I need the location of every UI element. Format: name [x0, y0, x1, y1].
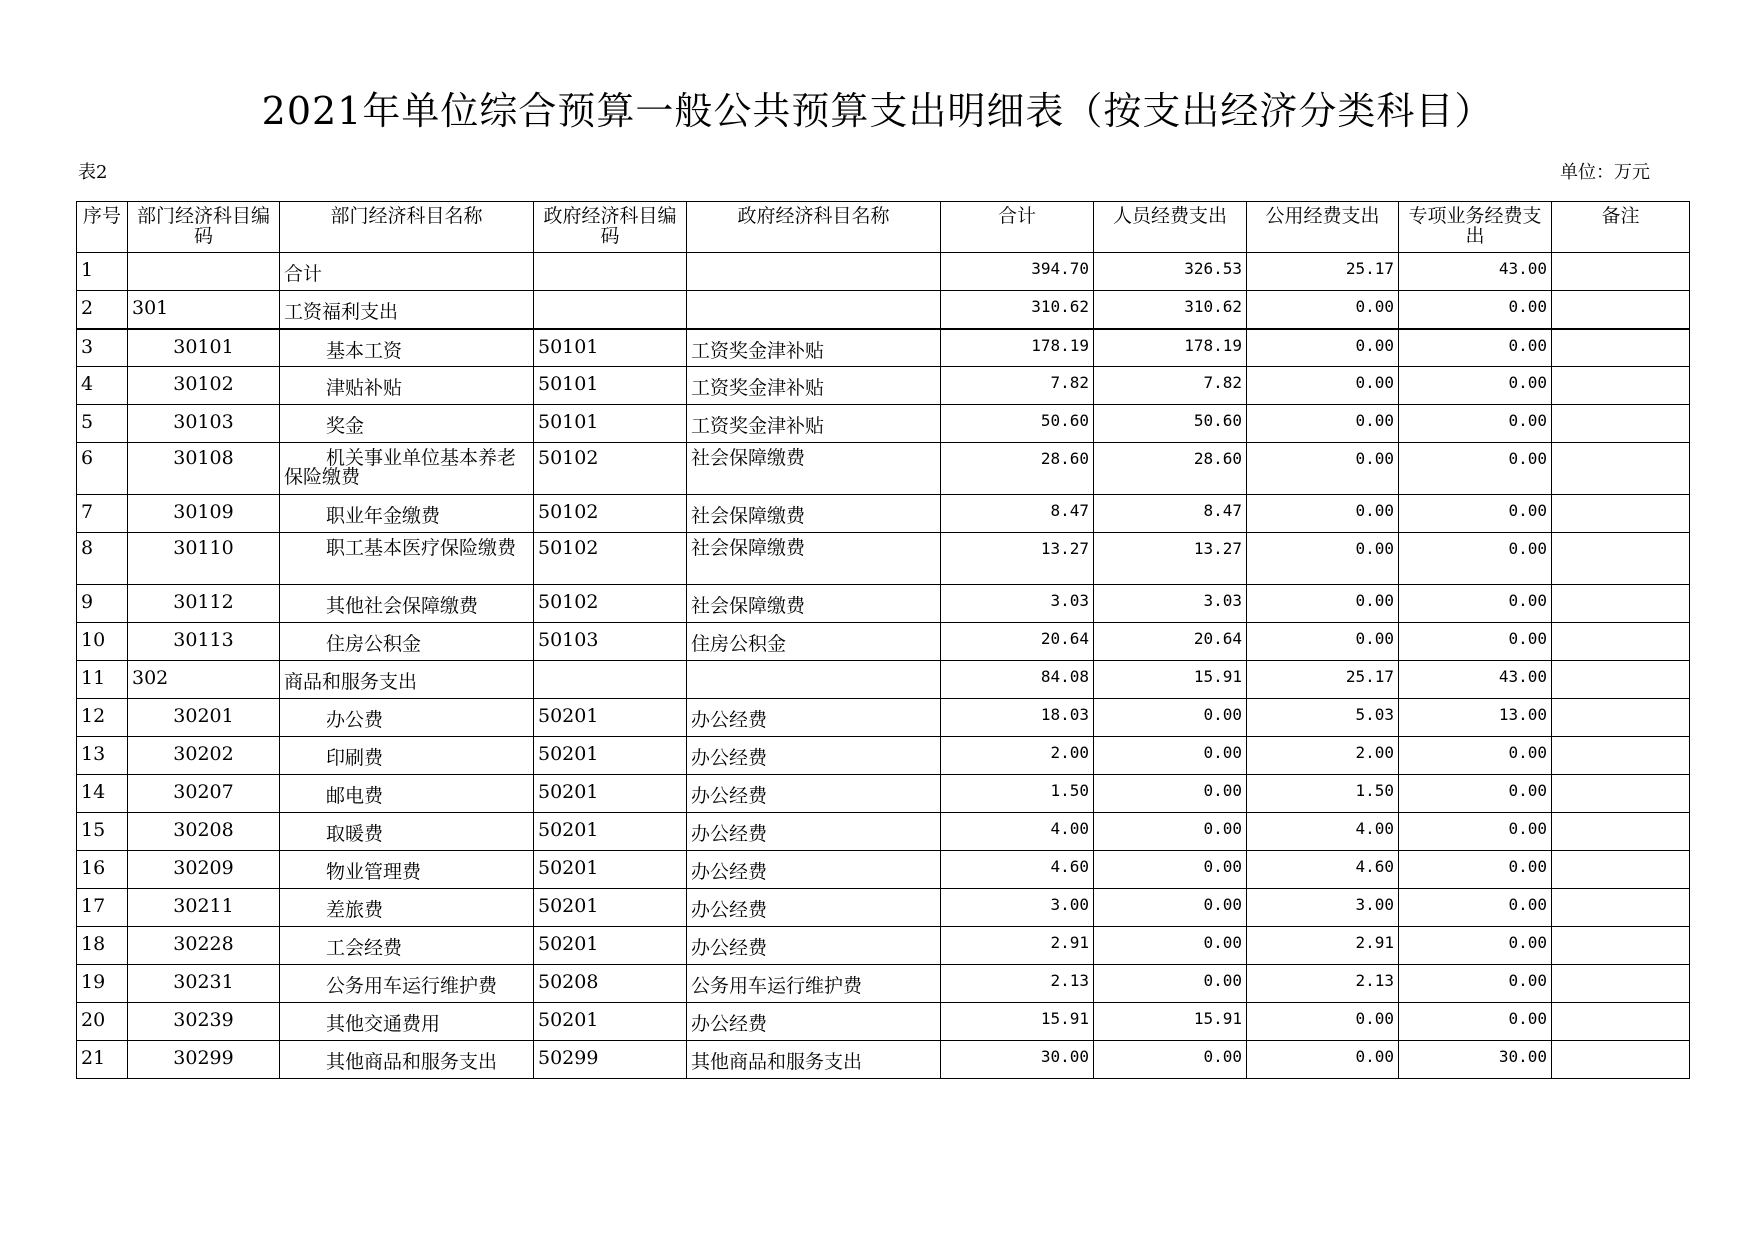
- row-gov-name: [687, 253, 941, 291]
- row-dept-name: 商品和服务支出: [280, 661, 534, 699]
- row-personnel: 15.91: [1094, 1003, 1247, 1041]
- row-personnel: 7.82: [1094, 367, 1247, 405]
- row-personnel: 28.60: [1094, 443, 1247, 495]
- row-gov-code: 50208: [534, 965, 687, 1003]
- row-dept-name: 其他社会保障缴费: [280, 585, 534, 623]
- row-gov-name: 住房公积金: [687, 623, 941, 661]
- table-row: [77, 737, 1690, 775]
- row-note: [1552, 1041, 1690, 1079]
- row-gov-name: 其他商品和服务支出: [687, 1041, 941, 1079]
- row-personnel: 20.64: [1094, 623, 1247, 661]
- row-seq: 4: [77, 367, 128, 405]
- row-special: 0.00: [1399, 291, 1552, 329]
- row-dept-code: 30112: [128, 585, 280, 623]
- row-gov-name: 办公经费: [687, 927, 941, 965]
- row-total: 50.60: [941, 405, 1094, 443]
- row-note: [1552, 775, 1690, 813]
- row-public: 5.03: [1247, 699, 1399, 737]
- row-seq: 10: [77, 623, 128, 661]
- row-dept-code: 30109: [128, 495, 280, 533]
- row-gov-code: 50201: [534, 813, 687, 851]
- row-special: 43.00: [1399, 253, 1552, 291]
- row-personnel: 13.27: [1094, 533, 1247, 585]
- row-special: 0.00: [1399, 329, 1552, 367]
- row-seq: 20: [77, 1003, 128, 1041]
- row-personnel: 8.47: [1094, 495, 1247, 533]
- row-dept-name: 工资福利支出: [280, 291, 534, 329]
- row-public: 1.50: [1247, 775, 1399, 813]
- row-gov-code: 50102: [534, 443, 687, 495]
- row-total: 394.70: [941, 253, 1094, 291]
- row-total: 13.27: [941, 533, 1094, 585]
- row-public: 2.91: [1247, 927, 1399, 965]
- col-header-dept-name: 部门经济科目名称: [280, 202, 534, 253]
- row-gov-code: 50201: [534, 1003, 687, 1041]
- row-dept-code: 30110: [128, 533, 280, 585]
- row-seq: 7: [77, 495, 128, 533]
- row-dept-name: 其他商品和服务支出: [280, 1041, 534, 1079]
- row-personnel: 0.00: [1094, 737, 1247, 775]
- row-note: [1552, 253, 1690, 291]
- row-gov-code: 50101: [534, 367, 687, 405]
- row-public: 25.17: [1247, 661, 1399, 699]
- row-total: 2.91: [941, 927, 1094, 965]
- row-dept-name: 其他交通费用: [280, 1003, 534, 1041]
- row-dept-code: 30209: [128, 851, 280, 889]
- row-seq: 2: [77, 291, 128, 329]
- row-seq: 9: [77, 585, 128, 623]
- row-public: 0.00: [1247, 623, 1399, 661]
- row-gov-name: 公务用车运行维护费: [687, 965, 941, 1003]
- row-public: 0.00: [1247, 1003, 1399, 1041]
- table-row: [77, 965, 1690, 1003]
- row-dept-name: 合计: [280, 253, 534, 291]
- row-dept-code: 30103: [128, 405, 280, 443]
- row-gov-code: [534, 253, 687, 291]
- row-seq: 6: [77, 443, 128, 495]
- row-note: [1552, 927, 1690, 965]
- row-note: [1552, 1003, 1690, 1041]
- row-dept-code: [128, 253, 280, 291]
- row-gov-code: 50201: [534, 851, 687, 889]
- row-special: 0.00: [1399, 1003, 1552, 1041]
- row-gov-code: [534, 661, 687, 699]
- row-total: 28.60: [941, 443, 1094, 495]
- row-total: 2.00: [941, 737, 1094, 775]
- row-public: 0.00: [1247, 405, 1399, 443]
- row-dept-code: 30102: [128, 367, 280, 405]
- row-public: 0.00: [1247, 291, 1399, 329]
- row-note: [1552, 851, 1690, 889]
- table-row: [77, 329, 1690, 367]
- row-special: 0.00: [1399, 533, 1552, 585]
- row-gov-name: 工资奖金津补贴: [687, 405, 941, 443]
- row-note: [1552, 737, 1690, 775]
- row-note: [1552, 661, 1690, 699]
- row-seq: 11: [77, 661, 128, 699]
- row-special: 30.00: [1399, 1041, 1552, 1079]
- row-gov-code: 50201: [534, 699, 687, 737]
- row-gov-code: 50102: [534, 495, 687, 533]
- row-gov-code: 50102: [534, 585, 687, 623]
- row-total: 3.00: [941, 889, 1094, 927]
- row-dept-code: 30239: [128, 1003, 280, 1041]
- row-dept-code: 30101: [128, 329, 280, 367]
- row-seq: 19: [77, 965, 128, 1003]
- row-note: [1552, 291, 1690, 329]
- row-special: 13.00: [1399, 699, 1552, 737]
- row-special: 0.00: [1399, 965, 1552, 1003]
- table-row: [77, 1041, 1690, 1079]
- col-header-seq: 序号: [77, 202, 128, 253]
- row-gov-code: 50201: [534, 927, 687, 965]
- row-special: 0.00: [1399, 927, 1552, 965]
- row-dept-code: 30208: [128, 813, 280, 851]
- table-row: [77, 367, 1690, 405]
- row-public: 4.60: [1247, 851, 1399, 889]
- row-gov-name: 工资奖金津补贴: [687, 367, 941, 405]
- row-dept-name: 职业年金缴费: [280, 495, 534, 533]
- row-gov-name: 办公经费: [687, 813, 941, 851]
- row-dept-code: 30207: [128, 775, 280, 813]
- row-note: [1552, 623, 1690, 661]
- row-seq: 16: [77, 851, 128, 889]
- col-header-public: 公用经费支出: [1247, 202, 1399, 253]
- row-gov-code: 50299: [534, 1041, 687, 1079]
- row-gov-name: 工资奖金津补贴: [687, 329, 941, 367]
- unit-label: 单位：万元: [1560, 162, 1650, 183]
- row-personnel: 0.00: [1094, 813, 1247, 851]
- row-gov-name: 办公经费: [687, 699, 941, 737]
- row-total: 4.00: [941, 813, 1094, 851]
- row-special: 0.00: [1399, 851, 1552, 889]
- table-row: [77, 813, 1690, 851]
- row-dept-code: 30113: [128, 623, 280, 661]
- table-row: [77, 495, 1690, 533]
- row-note: [1552, 367, 1690, 405]
- row-gov-name: 社会保障缴费: [687, 585, 941, 623]
- row-dept-code: 30201: [128, 699, 280, 737]
- page-title: 2021年单位综合预算一般公共预算支出明细表（按支出经济分类科目）: [261, 89, 1494, 133]
- table-row: [77, 443, 1690, 495]
- row-public: 0.00: [1247, 329, 1399, 367]
- row-personnel: 0.00: [1094, 851, 1247, 889]
- row-total: 310.62: [941, 291, 1094, 329]
- row-total: 8.47: [941, 495, 1094, 533]
- row-seq: 17: [77, 889, 128, 927]
- row-gov-name: 社会保障缴费: [687, 495, 941, 533]
- row-total: 7.82: [941, 367, 1094, 405]
- row-gov-name: [687, 291, 941, 329]
- table-header-row: [77, 202, 1690, 253]
- table-row: [77, 253, 1690, 291]
- row-gov-name: [687, 661, 941, 699]
- table-row: [77, 585, 1690, 623]
- table-row: [77, 775, 1690, 813]
- row-seq: 3: [77, 329, 128, 367]
- row-dept-code: 30228: [128, 927, 280, 965]
- row-note: [1552, 813, 1690, 851]
- row-public: 2.13: [1247, 965, 1399, 1003]
- row-total: 30.00: [941, 1041, 1094, 1079]
- row-seq: 1: [77, 253, 128, 291]
- row-seq: 5: [77, 405, 128, 443]
- row-note: [1552, 443, 1690, 495]
- row-personnel: 0.00: [1094, 927, 1247, 965]
- row-total: 4.60: [941, 851, 1094, 889]
- row-dept-name: 住房公积金: [280, 623, 534, 661]
- row-gov-name: 办公经费: [687, 889, 941, 927]
- row-gov-name: 办公经费: [687, 737, 941, 775]
- row-gov-code: 50101: [534, 329, 687, 367]
- row-note: [1552, 405, 1690, 443]
- row-total: 84.08: [941, 661, 1094, 699]
- row-dept-code: 301: [128, 291, 280, 329]
- row-public: 0.00: [1247, 495, 1399, 533]
- row-gov-code: [534, 291, 687, 329]
- row-seq: 15: [77, 813, 128, 851]
- row-personnel: 0.00: [1094, 1041, 1247, 1079]
- row-seq: 8: [77, 533, 128, 585]
- col-header-note: 备注: [1552, 202, 1690, 253]
- row-special: 0.00: [1399, 775, 1552, 813]
- row-dept-name: 基本工资: [280, 329, 534, 367]
- row-public: 0.00: [1247, 443, 1399, 495]
- row-personnel: 0.00: [1094, 775, 1247, 813]
- col-header-dept-code: 部门经济科目编码: [128, 202, 280, 253]
- row-dept-name: 公务用车运行维护费: [280, 965, 534, 1003]
- table-number: 表2: [78, 162, 108, 183]
- row-dept-name: 职工基本医疗保险缴费: [280, 533, 534, 585]
- row-public: 0.00: [1247, 367, 1399, 405]
- row-dept-name: 津贴补贴: [280, 367, 534, 405]
- row-special: 0.00: [1399, 889, 1552, 927]
- row-total: 3.03: [941, 585, 1094, 623]
- row-dept-code: 30108: [128, 443, 280, 495]
- row-dept-code: 30202: [128, 737, 280, 775]
- row-personnel: 50.60: [1094, 405, 1247, 443]
- table-row: [77, 1003, 1690, 1041]
- row-special: 0.00: [1399, 813, 1552, 851]
- row-total: 20.64: [941, 623, 1094, 661]
- row-seq: 18: [77, 927, 128, 965]
- row-dept-name: 机关事业单位基本养老保险缴费: [280, 443, 534, 495]
- row-special: 0.00: [1399, 585, 1552, 623]
- row-note: [1552, 889, 1690, 927]
- table-row: [77, 889, 1690, 927]
- row-dept-name: 工会经费: [280, 927, 534, 965]
- row-gov-name: 办公经费: [687, 775, 941, 813]
- row-special: 0.00: [1399, 405, 1552, 443]
- row-gov-code: 50201: [534, 737, 687, 775]
- row-dept-name: 印刷费: [280, 737, 534, 775]
- row-public: 25.17: [1247, 253, 1399, 291]
- row-special: 0.00: [1399, 737, 1552, 775]
- row-total: 18.03: [941, 699, 1094, 737]
- row-seq: 14: [77, 775, 128, 813]
- row-gov-code: 50201: [534, 889, 687, 927]
- table-row: [77, 699, 1690, 737]
- row-public: 0.00: [1247, 533, 1399, 585]
- row-public: 2.00: [1247, 737, 1399, 775]
- row-gov-code: 50102: [534, 533, 687, 585]
- row-note: [1552, 585, 1690, 623]
- table-row: [77, 291, 1690, 329]
- row-total: 15.91: [941, 1003, 1094, 1041]
- row-special: 0.00: [1399, 443, 1552, 495]
- row-personnel: 326.53: [1094, 253, 1247, 291]
- row-dept-name: 奖金: [280, 405, 534, 443]
- row-dept-name: 取暖费: [280, 813, 534, 851]
- row-dept-name: 差旅费: [280, 889, 534, 927]
- row-dept-code: 30299: [128, 1041, 280, 1079]
- table-row: [77, 851, 1690, 889]
- row-dept-name: 物业管理费: [280, 851, 534, 889]
- table-row: [77, 661, 1690, 699]
- col-header-special: 专项业务经费支出: [1399, 202, 1552, 253]
- row-gov-code: 50101: [534, 405, 687, 443]
- row-personnel: 3.03: [1094, 585, 1247, 623]
- row-total: 2.13: [941, 965, 1094, 1003]
- row-personnel: 0.00: [1094, 889, 1247, 927]
- table-row: [77, 533, 1690, 585]
- row-gov-code: 50103: [534, 623, 687, 661]
- row-gov-name: 办公经费: [687, 851, 941, 889]
- budget-table: [76, 201, 1690, 1079]
- col-header-total: 合计: [941, 202, 1094, 253]
- row-gov-name: 办公经费: [687, 1003, 941, 1041]
- row-dept-code: 302: [128, 661, 280, 699]
- table-row: [77, 927, 1690, 965]
- row-personnel: 15.91: [1094, 661, 1247, 699]
- col-header-gov-code: 政府经济科目编码: [534, 202, 687, 253]
- row-seq: 21: [77, 1041, 128, 1079]
- row-public: 0.00: [1247, 585, 1399, 623]
- col-header-gov-name: 政府经济科目名称: [687, 202, 941, 253]
- row-seq: 12: [77, 699, 128, 737]
- row-personnel: 178.19: [1094, 329, 1247, 367]
- row-special: 0.00: [1399, 367, 1552, 405]
- row-personnel: 0.00: [1094, 699, 1247, 737]
- row-dept-name: 办公费: [280, 699, 534, 737]
- row-dept-name: 邮电费: [280, 775, 534, 813]
- row-gov-code: 50201: [534, 775, 687, 813]
- row-special: 0.00: [1399, 495, 1552, 533]
- table-row: [77, 405, 1690, 443]
- row-note: [1552, 495, 1690, 533]
- row-note: [1552, 329, 1690, 367]
- row-note: [1552, 533, 1690, 585]
- row-special: 0.00: [1399, 623, 1552, 661]
- row-note: [1552, 965, 1690, 1003]
- table-body: [77, 253, 1690, 1079]
- row-dept-code: 30211: [128, 889, 280, 927]
- row-personnel: 0.00: [1094, 965, 1247, 1003]
- row-gov-name: 社会保障缴费: [687, 443, 941, 495]
- col-header-personnel: 人员经费支出: [1094, 202, 1247, 253]
- row-total: 1.50: [941, 775, 1094, 813]
- row-seq: 13: [77, 737, 128, 775]
- row-public: 4.00: [1247, 813, 1399, 851]
- row-total: 178.19: [941, 329, 1094, 367]
- row-dept-code: 30231: [128, 965, 280, 1003]
- row-note: [1552, 699, 1690, 737]
- row-public: 3.00: [1247, 889, 1399, 927]
- row-gov-name: 社会保障缴费: [687, 533, 941, 585]
- table-row: [77, 623, 1690, 661]
- row-special: 43.00: [1399, 661, 1552, 699]
- row-personnel: 310.62: [1094, 291, 1247, 329]
- row-public: 0.00: [1247, 1041, 1399, 1079]
